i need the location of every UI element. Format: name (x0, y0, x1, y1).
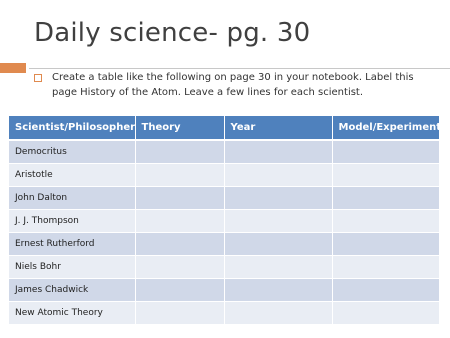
table-cell: Aristotle (9, 164, 135, 187)
table-cell: John Dalton (9, 187, 135, 210)
table-cell (224, 279, 332, 302)
table-cell (224, 233, 332, 256)
table-cell (135, 140, 224, 164)
table-cell (135, 210, 224, 233)
table-cell (332, 140, 439, 164)
table-cell (224, 140, 332, 164)
scientist-table (9, 116, 440, 325)
table-row (9, 140, 439, 164)
table-row (9, 279, 439, 302)
table-cell (135, 256, 224, 279)
table-cell (224, 210, 332, 233)
table-cell: Ernest Rutherford (9, 233, 135, 256)
column-header: Theory (135, 116, 224, 140)
table-cell (135, 233, 224, 256)
table-row (9, 256, 439, 279)
table-cell (224, 302, 332, 325)
column-header: Model/Experiment (332, 116, 439, 140)
table-cell: New Atomic Theory (9, 302, 135, 325)
table-cell (332, 279, 439, 302)
table-cell (332, 210, 439, 233)
table-cell (224, 164, 332, 187)
table-row (9, 302, 439, 325)
column-header: Year (224, 116, 332, 140)
instruction-bullet (34, 70, 434, 100)
title-divider (29, 68, 450, 69)
square-bullet-icon (34, 74, 42, 82)
table-cell (332, 164, 439, 187)
table-cell (135, 187, 224, 210)
column-header: Scientist/Philosopher (9, 116, 135, 140)
table-cell (332, 256, 439, 279)
instruction-text: Create a table like the following on page 30 in your notebook. Label this page History of the Atom. Leave a few lines for each scientist. (52, 72, 414, 98)
table-row (9, 233, 439, 256)
table-cell: J. J. Thompson (9, 210, 135, 233)
table-cell (135, 279, 224, 302)
table-cell (224, 187, 332, 210)
table-cell (135, 302, 224, 325)
table-cell: Niels Bohr (9, 256, 135, 279)
table-cell: Democritus (9, 140, 135, 164)
table-cell (332, 233, 439, 256)
table-row (9, 210, 439, 233)
table-row (9, 187, 439, 210)
table-header-row (9, 116, 439, 140)
table-row (9, 164, 439, 187)
table-cell (135, 164, 224, 187)
table-cell (332, 302, 439, 325)
slide-title: Daily science- pg. 30 (34, 18, 311, 48)
table-cell (332, 187, 439, 210)
table-cell: James Chadwick (9, 279, 135, 302)
table-cell (224, 256, 332, 279)
accent-bar (0, 63, 26, 73)
